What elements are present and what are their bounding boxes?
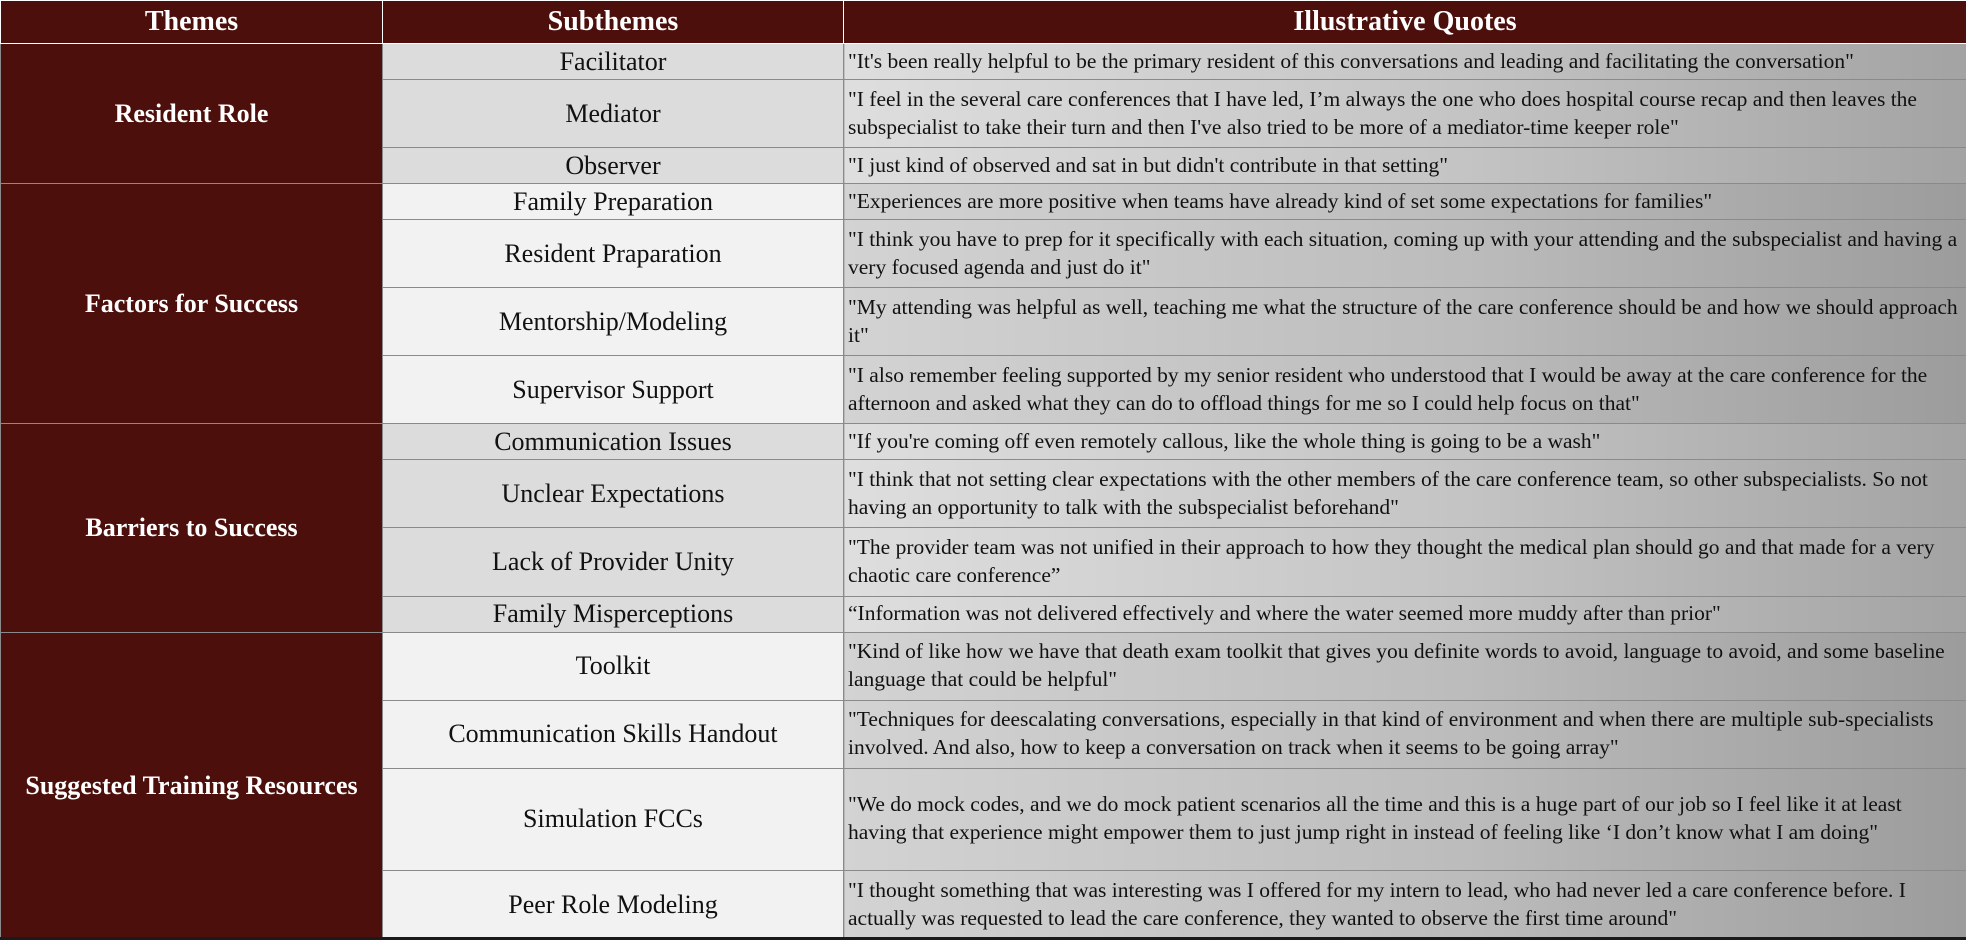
header-themes: Themes xyxy=(1,1,383,44)
quote-cell: "I feel in the several care conferences that I have led, I’m always the one who does hospital course recap and then leaves the subspecialist to take their turn and then I've also tried to be more of a mediator-time keeper role" xyxy=(844,80,1966,148)
subtheme-cell: Mentorship/Modeling xyxy=(383,288,844,356)
theme-suggested-training-resources: Suggested Training Resources xyxy=(1,632,383,939)
table-row xyxy=(1,424,1966,460)
quote-cell: "It's been really helpful to be the primary resident of this conversations and leading and facilitating the conversation" xyxy=(844,44,1966,80)
subtheme-cell: Communication Issues xyxy=(383,424,844,460)
quote-cell: "Techniques for deescalating conversations, especially in that kind of environment and when there are multiple sub-specialists involved. And also, how to keep a conversation on track when it seems to be going array" xyxy=(844,700,1966,768)
subtheme-cell: Lack of Provider Unity xyxy=(383,528,844,596)
header-quotes: Illustrative Quotes xyxy=(844,1,1966,44)
subtheme-cell: Family Misperceptions xyxy=(383,596,844,632)
quote-cell: "My attending was helpful as well, teaching me what the structure of the care conference should be and how we should approach it" xyxy=(844,288,1966,356)
subtheme-cell: Unclear Expectations xyxy=(383,460,844,528)
table-row xyxy=(1,632,1966,700)
header-row xyxy=(1,1,1966,44)
theme-factors-for-success: Factors for Success xyxy=(1,184,383,424)
theme-barriers-to-success: Barriers to Success xyxy=(1,424,383,632)
quote-cell: “Information was not delivered effectively and where the water seemed more muddy after than prior" xyxy=(844,596,1966,632)
quote-cell: "I also remember feeling supported by my senior resident who understood that I would be away at the care conference for the afternoon and asked what they can do to offload things for me so I could help focus on that" xyxy=(844,356,1966,424)
subtheme-cell: Observer xyxy=(383,148,844,184)
quote-cell: "The provider team was not unified in their approach to how they thought the medical plan should go and that made for a very chaotic care conference” xyxy=(844,528,1966,596)
bottom-border xyxy=(0,937,1966,940)
header-subthemes: Subthemes xyxy=(383,1,844,44)
subtheme-cell: Supervisor Support xyxy=(383,356,844,424)
subtheme-cell: Communication Skills Handout xyxy=(383,700,844,768)
quote-cell: "I just kind of observed and sat in but didn't contribute in that setting" xyxy=(844,148,1966,184)
subtheme-cell: Simulation FCCs xyxy=(383,768,844,870)
subtheme-cell: Toolkit xyxy=(383,632,844,700)
subtheme-cell: Resident Praparation xyxy=(383,220,844,288)
quote-cell: "If you're coming off even remotely callous, like the whole thing is going to be a wash" xyxy=(844,424,1966,460)
subtheme-cell: Facilitator xyxy=(383,44,844,80)
quote-cell: "Kind of like how we have that death exam toolkit that gives you definite words to avoid, language to avoid, and some baseline language that could be helpful" xyxy=(844,632,1966,700)
subtheme-cell: Family Preparation xyxy=(383,184,844,220)
quote-cell: "We do mock codes, and we do mock patient scenarios all the time and this is a huge part of our job so I feel like it at least having that experience might empower them to just jump right in instead of feeling like ‘I don’t know what I am doing" xyxy=(844,768,1966,870)
theme-resident-role: Resident Role xyxy=(1,44,383,184)
subtheme-cell: Peer Role Modeling xyxy=(383,870,844,939)
quote-cell: "I think that not setting clear expectations with the other members of the care conference team, so other subspecialists. So not having an opportunity to talk with the subspecialist beforehand" xyxy=(844,460,1966,528)
quote-cell: "Experiences are more positive when teams have already kind of set some expectations for families" xyxy=(844,184,1966,220)
subtheme-cell: Mediator xyxy=(383,80,844,148)
quote-cell: "I think you have to prep for it specifically with each situation, coming up with your attending and the subspecialist and having a very focused agenda and just do it" xyxy=(844,220,1966,288)
table-row xyxy=(1,44,1966,80)
quote-cell: "I thought something that was interesting was I offered for my intern to lead, who had never led a care conference before. I actually was requested to lead the care conference, they wanted to observe the first time around" xyxy=(844,870,1966,939)
table-row xyxy=(1,184,1966,220)
